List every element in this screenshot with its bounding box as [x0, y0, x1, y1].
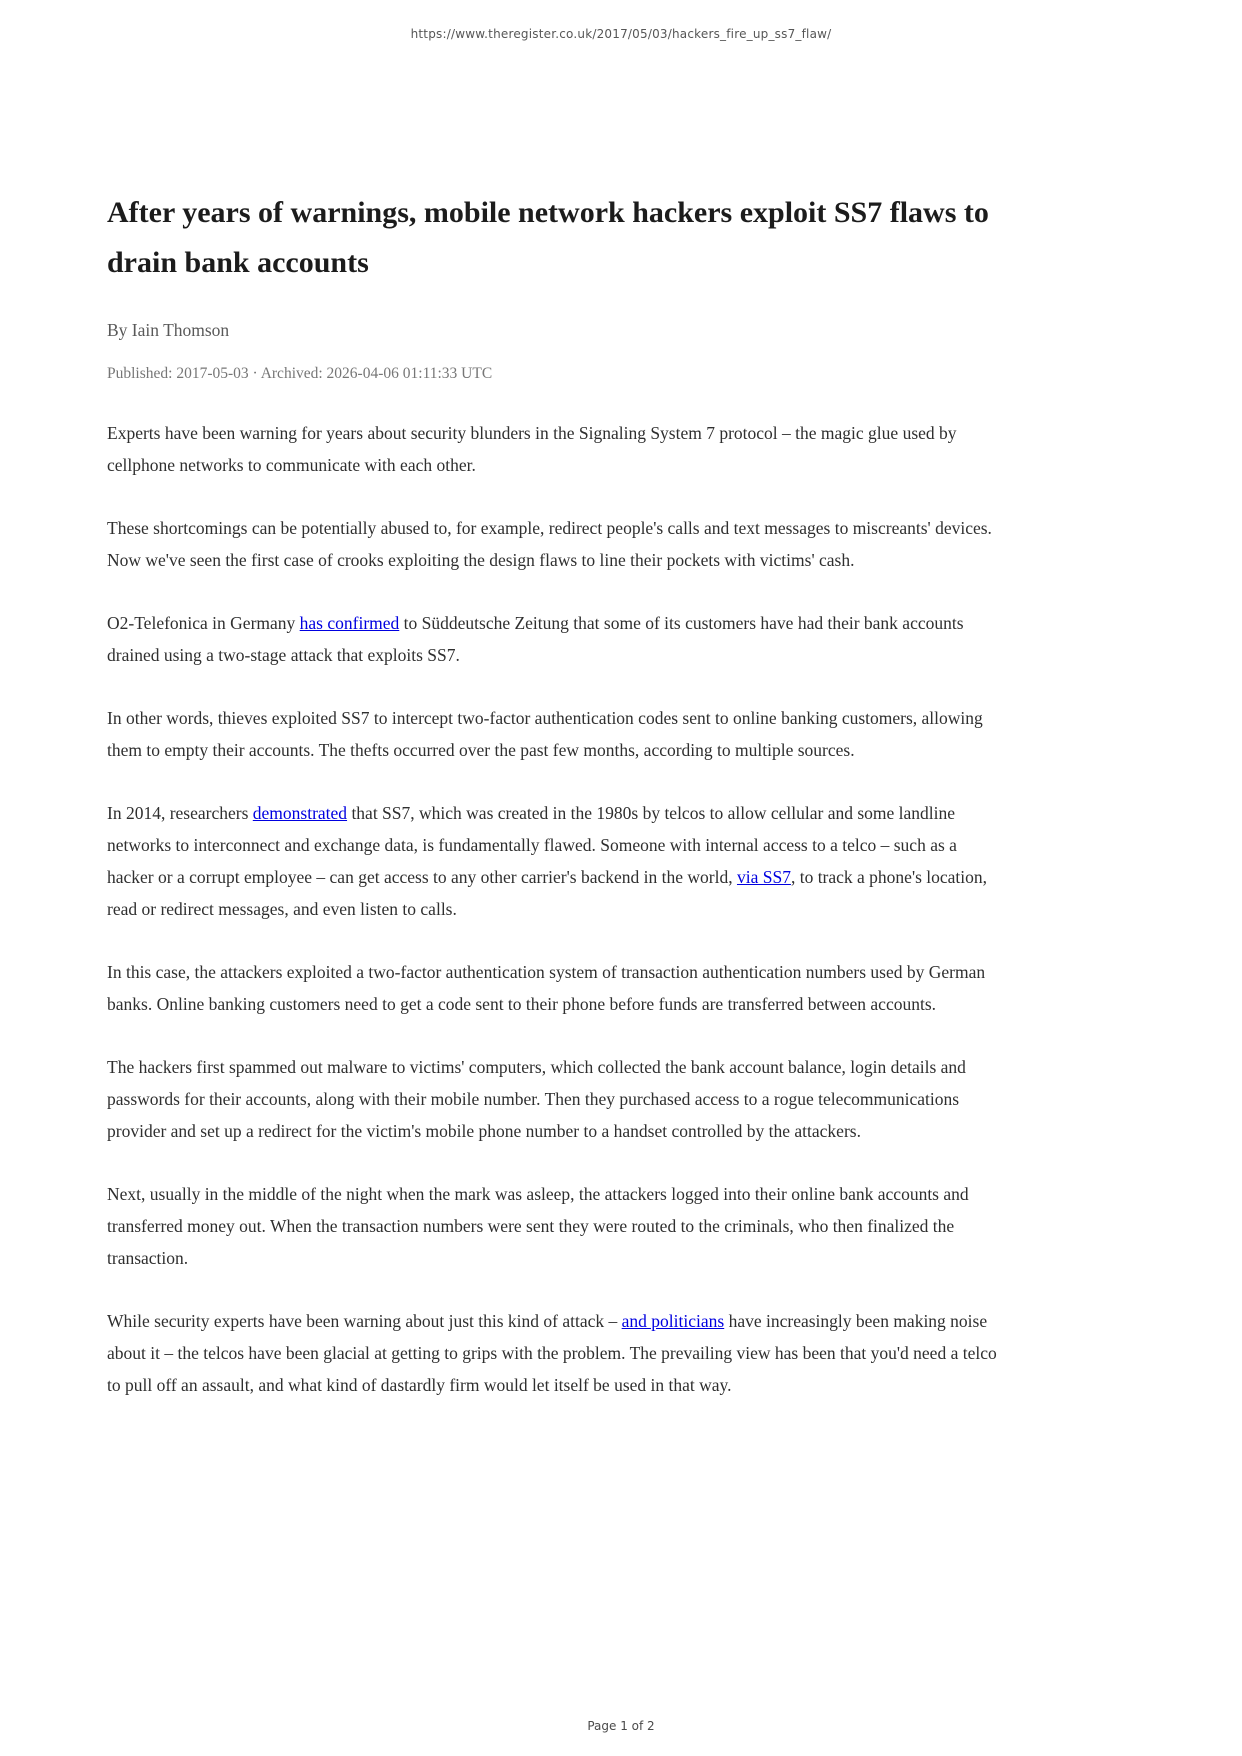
- article-paragraph: Next, usually in the middle of the night when the mark was asleep, the attackers logged into their online bank accounts and transferred money out. When the transaction numbers were sent they were routed to the criminals, who then finalized the transaction.: [107, 1184, 969, 1268]
- article-paragraph: These shortcomings can be potentially abused to, for example, redirect people's calls and text messages to miscreants' devices. Now we've seen the first case of crooks exploiting the design flaws to line their pockets with victims' cash.: [107, 518, 992, 570]
- article-paragraph: The hackers first spammed out malware to victims' computers, which collected the bank account balance, login details and passwords for their accounts, along with their mobile number. Then they purchased access to a rogue telecommunications provider and set up a redirect for the victim's mobile phone number to a handset controlled by the attackers.: [107, 1057, 966, 1141]
- article-byline: By Iain Thomson: [107, 320, 230, 340]
- article: [107, 188, 1002, 1432]
- source-url: https://www.theregister.co.uk/2017/05/03/hackers_fire_up_ss7_flaw/: [410, 27, 832, 41]
- article-paragraph: Experts have been warning for years about security blunders in the Signaling System 7 protocol – the magic glue used by cellphone networks to communicate with each other.: [107, 423, 957, 475]
- article-meta: Published: 2017-05-03 · Archived: 2026-04-06 01:11:33 UTC: [107, 365, 493, 382]
- article-paragraph: In this case, the attackers exploited a two-factor authentication system of transaction authentication numbers used by German banks. Online banking customers need to get a code sent to their phone before funds are transferred between accounts.: [107, 962, 986, 1014]
- article-body: [107, 417, 1002, 1401]
- page-number: Page 1 of 2: [587, 1719, 655, 1733]
- inline-link[interactable]: demonstrated: [252, 803, 348, 823]
- article-paragraph: In other words, thieves exploited SS7 to intercept two-factor authentication codes sent to online banking customers, allowing them to empty their accounts. The thefts occurred over the past few months, according to multiple sources.: [107, 708, 983, 760]
- article-title: After years of warnings, mobile network hackers exploit SS7 flaws to drain bank accounts: [107, 196, 989, 279]
- article-paragraph: O2-Telefonica in Germany has confirmed to Süddeutsche Zeitung that some of its customers have had their bank accounts drained using a two-stage attack that exploits SS7.: [107, 613, 964, 665]
- inline-link[interactable]: has confirmed: [299, 613, 400, 633]
- inline-link[interactable]: and politicians: [621, 1311, 725, 1331]
- article-paragraph: While security experts have been warning about just this kind of attack – and politicians have increasingly been making noise about it – the telcos have been glacial at getting to grips with the problem. The prevailing view has been that you'd need a telco to pull off an assault, and what kind of dastardly firm would let itself be used in that way.: [107, 1311, 997, 1395]
- inline-link[interactable]: via SS7: [736, 867, 791, 887]
- article-paragraph: In 2014, researchers demonstrated that SS7, which was created in the 1980s by telcos to allow cellular and some landline networks to interconnect and exchange data, is fundamentally flawed. Someone with internal access to a telco – such as a hacker or a corrupt employee – can get access to any other carrier's backend in the world, via SS7, to track a phone's location, read or redirect messages, and even listen to calls.: [107, 803, 988, 919]
